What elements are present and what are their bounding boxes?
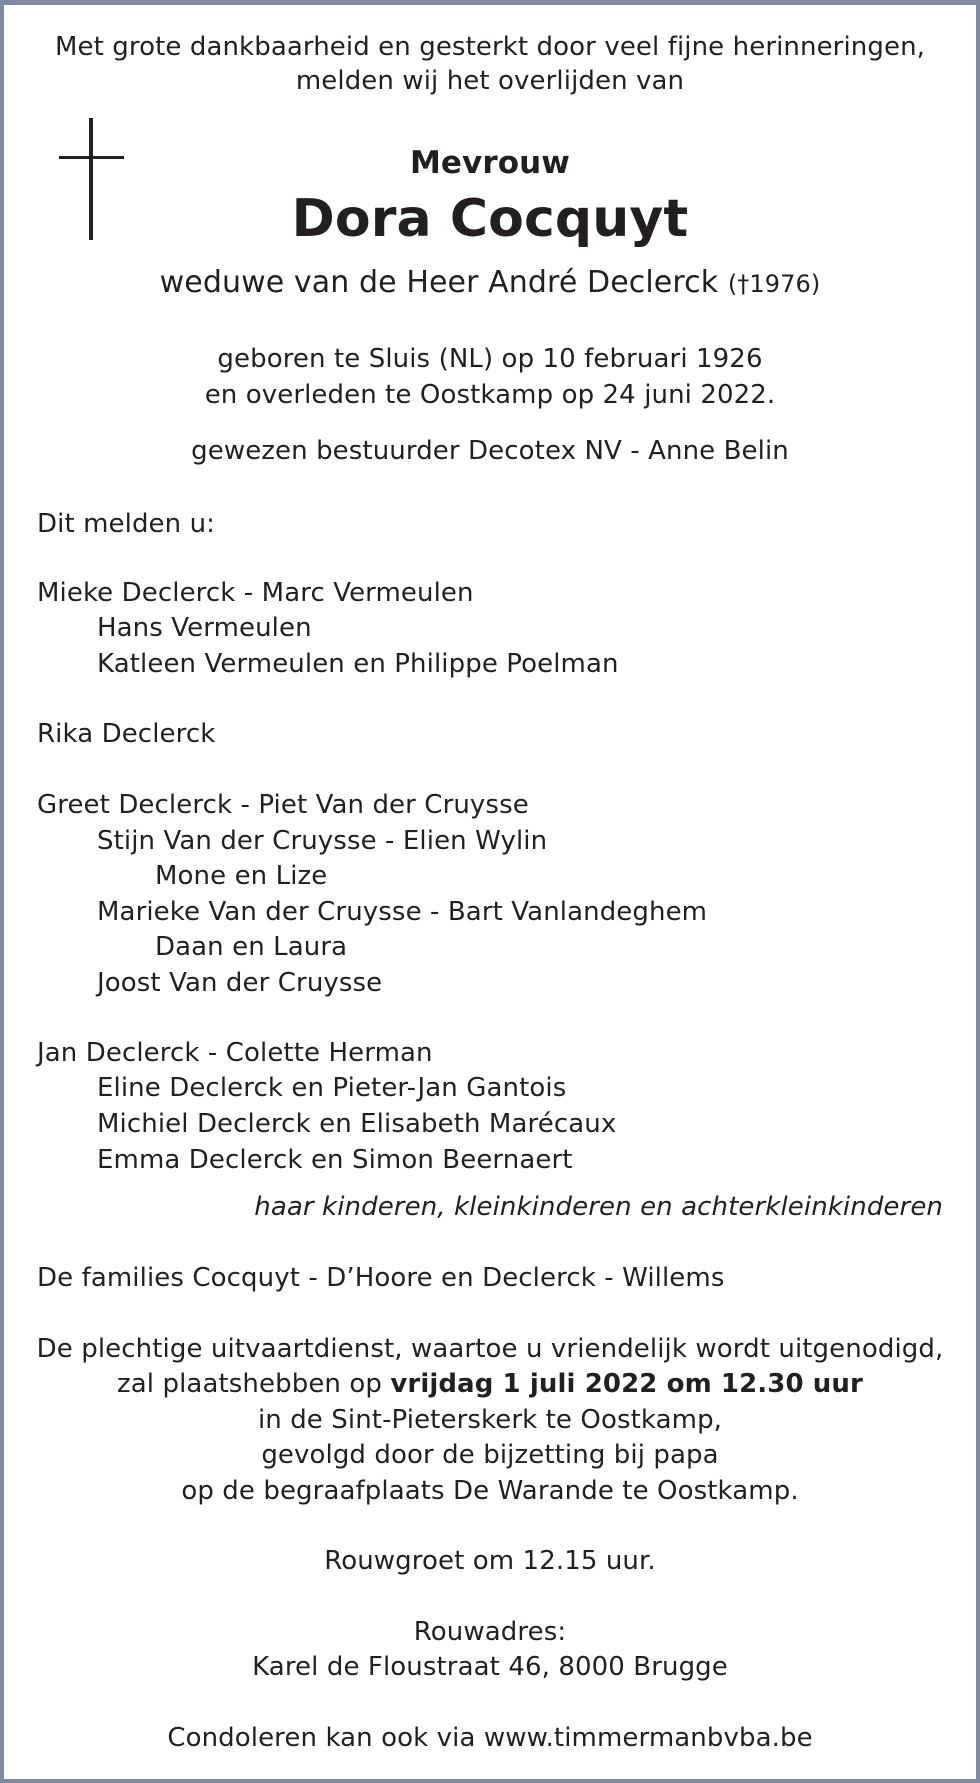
family-child: Marieke Van der Cruysse - Bart Vanlandeghem <box>97 897 708 927</box>
family-child: Eline Declerck en Pieter-Jan Gantois <box>97 1073 567 1103</box>
family-child: Michiel Declerck en Elisabeth Marécaux <box>97 1109 617 1139</box>
widow-year: (†1976) <box>727 270 821 298</box>
birth-line: geboren te Sluis (NL) op 10 februari 1926 <box>217 344 763 374</box>
death-line: en overleden te Oostkamp op 24 juni 2022. <box>204 380 776 410</box>
family-child: Joost Van der Cruysse <box>97 968 383 998</box>
greeting-line: Rouwgroet om 12.15 uur. <box>324 1546 656 1576</box>
extended-families: De families Cocquyt - D’Hoore en Declerck - Willems <box>37 1263 725 1293</box>
family-grandchild: Daan en Laura <box>155 932 348 962</box>
family-caption: haar kinderen, kleinkinderen en achterkleinkinderen <box>254 1192 943 1222</box>
family-child: Emma Declerck en Simon Beernaert <box>97 1145 573 1175</box>
family-child: Katleen Vermeulen en Philippe Poelman <box>97 649 619 679</box>
family-grandchild: Mone en Lize <box>155 861 328 891</box>
service-line-3: in de Sint-Pieterskerk te Oostkamp, <box>257 1405 723 1435</box>
address-label: Rouwadres: <box>413 1617 567 1647</box>
service-line-1: De plechtige uitvaartdienst, waartoe u vriendelijk wordt uitgenodigd, <box>36 1334 944 1364</box>
family-child: Stijn Van der Cruysse - Elien Wylin <box>97 826 548 856</box>
deceased-name: Dora Cocquyt <box>291 189 689 249</box>
intro-line-2: melden wij het overlijden van <box>295 66 685 96</box>
family-child: Hans Vermeulen <box>97 613 312 643</box>
service-line-2 <box>0 1367 980 1401</box>
family-head: Jan Declerck - Colette Herman <box>37 1038 433 1068</box>
condolences-line: Condoleren kan ook via www.timmermanbvba.be <box>167 1723 813 1753</box>
intro-line-1: Met grote dankbaarheid en gesterkt door veel fijne herinneringen, <box>54 32 926 62</box>
service-line-5: op de begraafplaats De Warande te Oostkamp. <box>181 1476 799 1506</box>
profession-line: gewezen bestuurder Decotex NV - Anne Belin <box>191 436 789 466</box>
family-head: Rika Declerck <box>37 719 216 749</box>
address-value: Karel de Floustraat 46, 8000 Brugge <box>252 1652 728 1682</box>
service-line-2-pre: zal plaatshebben op <box>117 1369 391 1399</box>
service-line-4: gevolgd door de bijzetting bij papa <box>261 1440 719 1470</box>
service-datetime: vrijdag 1 juli 2022 om 12.30 uur <box>390 1369 863 1399</box>
honorific: Mevrouw <box>409 145 571 181</box>
announce-label: Dit melden u: <box>37 509 216 539</box>
family-head: Mieke Declerck - Marc Vermeulen <box>37 578 474 608</box>
widow-line <box>0 266 980 301</box>
widow-text: weduwe van de Heer André Declerck <box>159 265 719 300</box>
family-head: Greet Declerck - Piet Van der Cruysse <box>37 790 529 820</box>
